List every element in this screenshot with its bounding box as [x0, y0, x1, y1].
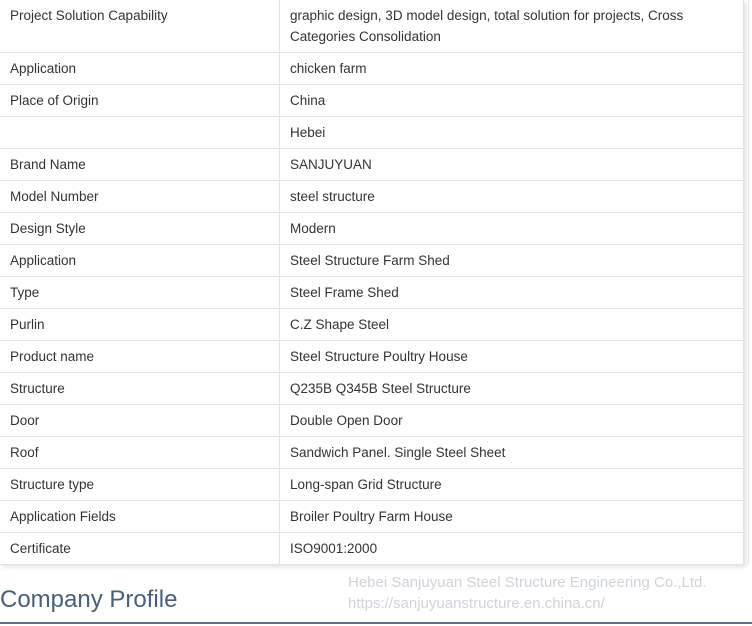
row-label: Door — [0, 405, 280, 437]
table-row — [0, 0, 744, 53]
table-row — [0, 437, 744, 469]
section-title-company-profile: Company Profile — [0, 586, 178, 613]
row-label: Model Number — [0, 181, 280, 213]
row-value: Long-span Grid Structure — [280, 469, 744, 501]
row-label: Brand Name — [0, 149, 280, 181]
row-value: C.Z Shape Steel — [280, 309, 744, 341]
table-row — [0, 277, 744, 309]
table-row — [0, 149, 744, 181]
row-label: Structure — [0, 373, 280, 405]
row-value: Modern — [280, 213, 744, 245]
table-row — [0, 373, 744, 405]
watermark-company-name: Hebei Sanjuyuan Steel Structure Engineering Co.,Ltd. — [348, 574, 707, 591]
row-value: Double Open Door — [280, 405, 744, 437]
table-row — [0, 213, 744, 245]
row-label: Application — [0, 53, 280, 85]
watermark-url: https://sanjuyuanstructure.en.china.cn/ — [348, 595, 605, 612]
row-label: Roof — [0, 437, 280, 469]
row-label — [0, 117, 280, 149]
row-label: Design Style — [0, 213, 280, 245]
row-label: Purlin — [0, 309, 280, 341]
table-row — [0, 501, 744, 533]
row-value: graphic design, 3D model design, total solution for projects, Cross Categories Consolidation — [280, 0, 744, 53]
row-value: Broiler Poultry Farm House — [280, 501, 744, 533]
row-value: chicken farm — [280, 53, 744, 85]
row-label: Product name — [0, 341, 280, 373]
row-value: Hebei — [280, 117, 744, 149]
row-label: Certificate — [0, 533, 280, 565]
table-row — [0, 309, 744, 341]
table-row — [0, 341, 744, 373]
row-value: China — [280, 85, 744, 117]
table-row — [0, 469, 744, 501]
row-value: ISO9001:2000 — [280, 533, 744, 565]
row-value: steel structure — [280, 181, 744, 213]
row-label: Place of Origin — [0, 85, 280, 117]
row-label: Type — [0, 277, 280, 309]
table-row — [0, 85, 744, 117]
row-label: Structure type — [0, 469, 280, 501]
row-value: Sandwich Panel. Single Steel Sheet — [280, 437, 744, 469]
table-row — [0, 405, 744, 437]
page-edge-divider — [748, 0, 749, 564]
table-row — [0, 245, 744, 277]
row-value: Steel Frame Shed — [280, 277, 744, 309]
row-value: SANJUYUAN — [280, 149, 744, 181]
row-label: Project Solution Capability — [10, 8, 168, 23]
row-value: Steel Structure Poultry House — [280, 341, 744, 373]
table-row — [0, 53, 744, 85]
table-row — [0, 533, 744, 565]
table-row — [0, 117, 744, 149]
row-value: Q235B Q345B Steel Structure — [280, 373, 744, 405]
section-divider — [0, 622, 752, 624]
row-label: Application — [0, 245, 280, 277]
table-row — [0, 181, 744, 213]
row-value: Steel Structure Farm Shed — [280, 245, 744, 277]
row-label: Application Fields — [0, 501, 280, 533]
